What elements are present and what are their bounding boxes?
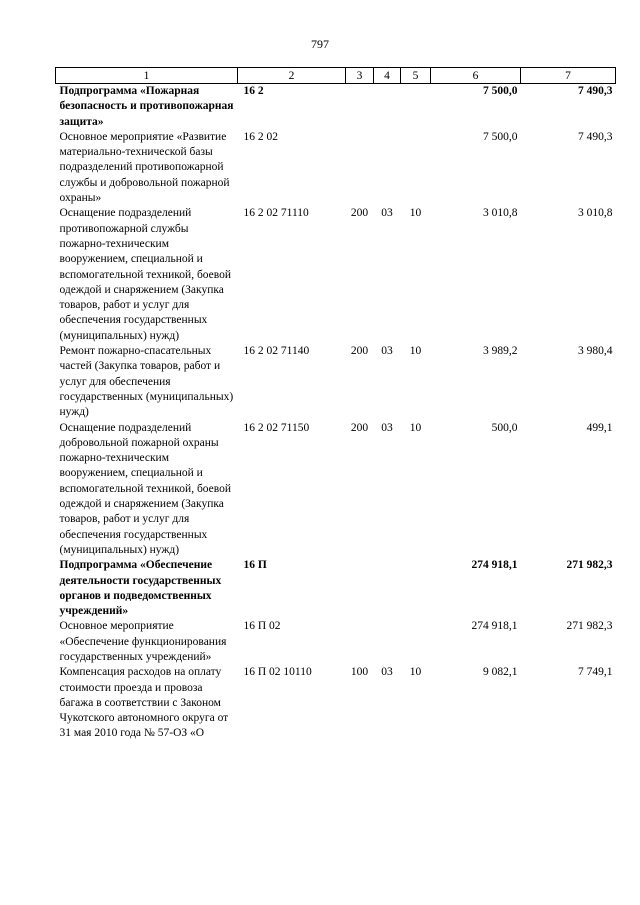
header-cell: 5 (401, 68, 431, 84)
table-row (56, 130, 616, 206)
row-code: 16 2 02 (243, 130, 278, 143)
row-actual-amount: 7 490,3 (578, 85, 613, 97)
row-code: 16 2 02 71110 (243, 207, 309, 220)
row-name: Оснащение подразделений противопожарной службы пожарно-техническим вооружением, специальной и вспомогательной техникой, боевой одеждой и снаряжением (Закупка товаров, работ и услуг для обеспечения государственных (муниципальных) нужд) (59, 207, 232, 342)
row-section (374, 558, 401, 619)
row-expense-type (346, 130, 374, 206)
table-row (56, 206, 616, 344)
row-actual-amount: 499,1 (586, 421, 613, 434)
row-name: Ремонт пожарно-спасательных частей (Закупка товаров, работ и услуг для обеспечения государственных (муниципальных) нужд) (59, 345, 234, 419)
row-actual-amount: 271 982,3 (566, 559, 613, 572)
table-row (56, 84, 616, 130)
row-code: 16 2 (243, 85, 264, 97)
row-expense-type: 100 (350, 666, 369, 679)
row-name: Основное мероприятие «Развитие материально-технической базы подразделений противопожарной службы и добровольной пожарной охраны» (59, 130, 230, 205)
row-section (374, 84, 401, 130)
row-subsection (401, 130, 431, 206)
row-code: 16 2 02 71140 (243, 345, 310, 358)
row-expense-type: 200 (350, 207, 369, 220)
row-expense-type: 200 (350, 421, 369, 434)
table-row (56, 558, 616, 619)
row-name: Подпрограмма «Обеспечение деятельности государственных органов и подведомственных учреждений» (59, 559, 222, 618)
row-actual-amount: 271 982,3 (566, 620, 613, 633)
row-code: 16 П (243, 559, 267, 572)
table-row (56, 665, 616, 741)
row-actual-amount: 7 749,1 (578, 666, 613, 679)
row-planned-amount: 274 918,1 (471, 559, 518, 572)
row-name: Оснащение подразделений добровольной пожарной охраны пожарно-техническим вооружением, специальной и вспомогательной техникой, боевой одеждой и снаряжением (Закупка товаров, работ и услуг для обеспечения государственных (муниципальных) нужд) (59, 421, 232, 556)
row-actual-amount: 3 010,8 (578, 207, 613, 220)
header-cell: 2 (238, 68, 346, 84)
row-code: 16 П 02 (243, 620, 281, 633)
header-cell: 6 (431, 68, 521, 84)
table-row (56, 421, 616, 559)
row-actual-amount: 7 490,3 (578, 130, 613, 143)
row-planned-amount: 7 500,0 (483, 85, 518, 97)
row-expense-type: 200 (350, 345, 369, 358)
header-cell: 4 (374, 68, 401, 84)
row-section: 03 (381, 421, 393, 434)
row-section: 03 (381, 345, 393, 358)
header-cell: 1 (56, 68, 238, 84)
header-cell: 7 (521, 68, 616, 84)
row-actual-amount: 3 980,4 (578, 345, 613, 358)
row-planned-amount: 9 082,1 (483, 666, 518, 679)
row-code: 16 П 02 10110 (243, 666, 312, 679)
budget-table (55, 67, 616, 742)
row-section: 03 (381, 207, 393, 220)
row-planned-amount: 3 010,8 (483, 207, 518, 220)
row-section: 03 (381, 666, 393, 679)
row-section (374, 130, 401, 206)
row-subsection: 10 (409, 207, 422, 220)
row-subsection (401, 558, 431, 619)
row-subsection: 10 (409, 421, 422, 434)
row-subsection (401, 84, 431, 130)
table-row (56, 619, 616, 665)
row-expense-type (346, 619, 374, 665)
row-planned-amount: 274 918,1 (471, 620, 518, 633)
row-planned-amount: 500,0 (491, 421, 518, 434)
table-row (56, 344, 616, 420)
header-row (56, 68, 616, 84)
row-expense-type (346, 558, 374, 619)
row-planned-amount: 7 500,0 (483, 130, 518, 143)
row-code: 16 2 02 71150 (243, 421, 310, 434)
page-number: 797 (311, 37, 329, 51)
row-subsection (401, 619, 431, 665)
row-subsection: 10 (409, 666, 422, 679)
row-planned-amount: 3 989,2 (483, 345, 518, 358)
header-cell: 3 (346, 68, 374, 84)
row-name: Основное мероприятие «Обеспечение функционирования государственных учреждений» (59, 620, 227, 663)
row-subsection: 10 (409, 345, 422, 358)
row-expense-type (346, 84, 374, 130)
row-name: Подпрограмма «Пожарная безопасность и противопожарная защита» (59, 85, 234, 128)
row-name: Компенсация расходов на оплату стоимости проезда и провоза багажа в соответствии с Законом Чукотского автономного округа от 31 мая 2010 года № 57-ОЗ «О (59, 666, 229, 740)
row-section (374, 619, 401, 665)
